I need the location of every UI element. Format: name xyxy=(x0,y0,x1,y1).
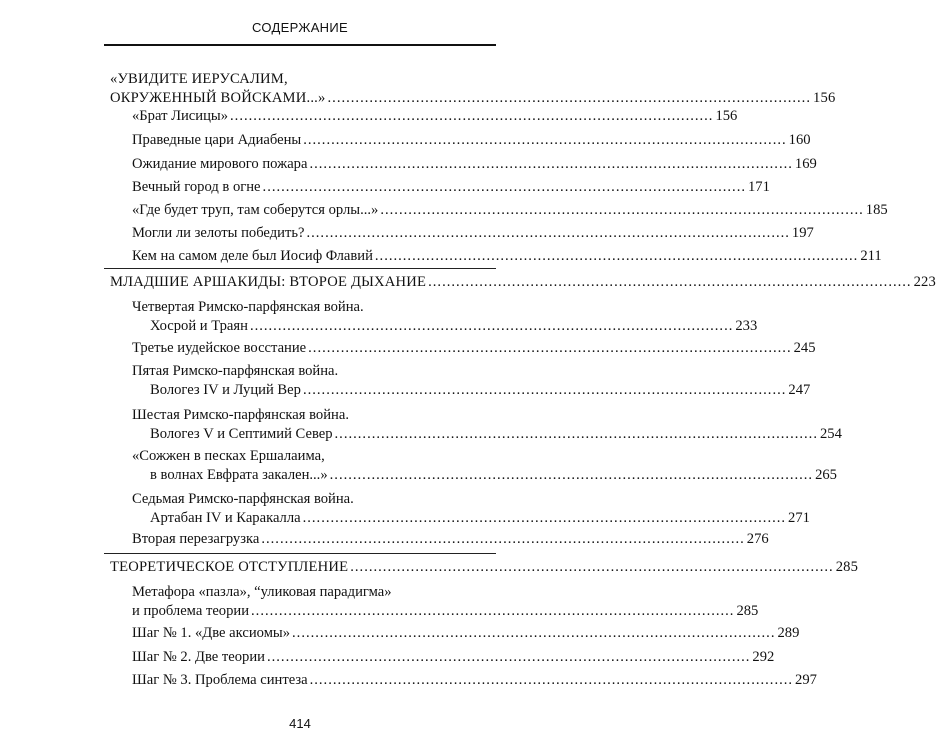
toc-entry-title-line1: Метафора «пазла», “уликовая парадигма» xyxy=(132,584,392,600)
toc-page-number: 185 xyxy=(865,202,888,218)
toc-entry-title-line2: в волнах Евфрата закален...» xyxy=(150,467,328,483)
dot-leader: ........................................................................................................ xyxy=(302,510,787,526)
toc-entry[interactable] xyxy=(132,155,817,174)
toc-page-number: 156 xyxy=(812,90,836,106)
toc-entry[interactable] xyxy=(132,107,738,126)
toc-section-entry[interactable] xyxy=(110,70,836,108)
toc-entry[interactable] xyxy=(132,583,759,621)
toc-entry-title-line1: Седьмая Римско-парфянская война. xyxy=(132,491,354,507)
toc-entry[interactable] xyxy=(132,131,811,150)
toc-entry-title: Шаг № 2. Две теории xyxy=(132,649,265,665)
toc-entry-title: Могли ли зелоты победить? xyxy=(132,225,305,241)
dot-leader: ........................................................................................................ xyxy=(292,625,776,641)
dot-leader: ........................................................................................................ xyxy=(350,559,834,575)
dot-leader: ........................................................................................................ xyxy=(309,156,793,172)
toc-entry-title-line1: Четвертая Римско-парфянская война. xyxy=(132,299,364,315)
toc-page-number: 211 xyxy=(860,248,882,264)
toc-page-number: 160 xyxy=(788,132,811,148)
toc-entry[interactable] xyxy=(132,201,888,220)
toc-page-number: 197 xyxy=(791,225,814,241)
toc-entry-title: «Где будет труп, там соберутся орлы...» xyxy=(132,202,379,218)
toc-entry-title-line2: Вологез V и Септимий Север xyxy=(150,426,333,442)
toc-page-number: 245 xyxy=(793,340,816,356)
toc-entry-title-line2: и проблема теории xyxy=(132,603,250,619)
toc-entry-title: Шаг № 1. «Две аксиомы» xyxy=(132,625,291,641)
toc-entry[interactable] xyxy=(132,671,817,690)
toc-entry[interactable] xyxy=(132,530,769,549)
dot-leader: ........................................................................................................ xyxy=(428,274,912,290)
section-divider xyxy=(104,268,496,269)
toc-section-entry[interactable] xyxy=(110,273,936,292)
toc-page-number: 289 xyxy=(777,625,800,641)
toc-entry-title-line1: «Сожжен в песках Ершалаима, xyxy=(132,448,325,464)
running-header: СОДЕРЖАНИЕ xyxy=(251,20,348,35)
toc-entry[interactable] xyxy=(132,178,770,197)
toc-page-number: 285 xyxy=(736,603,759,619)
toc-entry[interactable] xyxy=(132,447,837,485)
toc-entry[interactable] xyxy=(132,648,775,667)
toc-section-title: МЛАДШИЕ АРШАКИДЫ: ВТОРОЕ ДЫХАНИЕ xyxy=(110,274,427,290)
dot-leader: ........................................................................................................ xyxy=(262,179,746,195)
dot-leader: ........................................................................................................ xyxy=(261,531,745,547)
toc-page-number: 223 xyxy=(913,274,936,290)
toc-entry[interactable] xyxy=(132,406,842,444)
dot-leader: ........................................................................................................ xyxy=(303,132,787,148)
toc-entry[interactable] xyxy=(132,339,816,358)
toc-entry[interactable] xyxy=(132,624,800,643)
dot-leader: ........................................................................................................ xyxy=(327,90,811,106)
toc-page-number: 156 xyxy=(715,108,738,124)
dot-leader: ........................................................................................................ xyxy=(374,248,859,264)
toc-entry[interactable] xyxy=(132,247,882,266)
dot-leader: ........................................................................................................ xyxy=(230,108,714,124)
toc-entry-title-line1: Шестая Римско-парфянская война. xyxy=(132,407,349,423)
toc-entry-title-line2: Хосрой и Траян xyxy=(150,318,248,334)
toc-page-number: 233 xyxy=(735,318,758,334)
toc-page-number: 171 xyxy=(747,179,770,195)
dot-leader: ........................................................................................................ xyxy=(329,467,814,483)
toc-page-number: 169 xyxy=(794,156,817,172)
dot-leader: ........................................................................................................ xyxy=(308,340,792,356)
dot-leader: ........................................................................................................ xyxy=(380,202,864,218)
toc-entry-title: Шаг № 3. Проблема синтеза xyxy=(132,672,308,688)
section-divider xyxy=(104,553,496,554)
toc-entry[interactable] xyxy=(132,490,810,528)
toc-page-number: 285 xyxy=(835,559,859,575)
toc-entry-title: «Брат Лисицы» xyxy=(132,108,229,124)
toc-entry-title: Ожидание мирового пожара xyxy=(132,156,308,172)
toc-entry-title: Вторая перезагрузка xyxy=(132,531,260,547)
toc-entry-title: Вечный город в огне xyxy=(132,179,261,195)
toc-section-entry[interactable] xyxy=(110,558,859,577)
toc-entry-title-line1: Пятая Римско-парфянская война. xyxy=(132,363,339,379)
toc-entry[interactable] xyxy=(132,362,811,400)
toc-page-number: 271 xyxy=(788,510,810,526)
dot-leader: ........................................................................................................ xyxy=(302,382,787,398)
toc-entry-title-line1: «УВИДИТЕ ИЕРУСАЛИМ, xyxy=(110,71,288,87)
toc-section-title: ТЕОРЕТИЧЕСКОЕ ОТСТУПЛЕНИЕ xyxy=(110,559,349,575)
dot-leader: ........................................................................................................ xyxy=(266,649,751,665)
toc-entry-title: Третье иудейское восстание xyxy=(132,340,307,356)
dot-leader: ........................................................................................................ xyxy=(249,318,734,334)
dot-leader: ........................................................................................................ xyxy=(251,603,735,619)
dot-leader: ........................................................................................................ xyxy=(306,225,790,241)
toc-entry[interactable] xyxy=(132,298,758,336)
dot-leader: ........................................................................................................ xyxy=(309,672,794,688)
dot-leader: ........................................................................................................ xyxy=(334,426,818,442)
toc-page-number: 276 xyxy=(746,531,769,547)
toc-page-number: 292 xyxy=(752,649,775,665)
toc-entry[interactable] xyxy=(132,224,814,243)
header-rule xyxy=(104,44,496,46)
toc-entry-title-line2: ОКРУЖЕННЫЙ ВОЙСКАМИ...» xyxy=(110,90,326,106)
toc-page-number: 297 xyxy=(795,672,817,688)
toc-entry-title: Кем на самом деле был Иосиф Флавий xyxy=(132,248,373,264)
toc-entry-title-line2: Артабан IV и Каракалла xyxy=(150,510,301,526)
toc-entry-title-line2: Вологез IV и Луций Вер xyxy=(150,382,301,398)
page-number: 414 xyxy=(289,716,311,731)
toc-entry-title: Праведные цари Адиабены xyxy=(132,132,302,148)
toc-page-number: 265 xyxy=(815,467,837,483)
toc-page-number: 254 xyxy=(819,426,842,442)
toc-page-number: 247 xyxy=(788,382,811,398)
